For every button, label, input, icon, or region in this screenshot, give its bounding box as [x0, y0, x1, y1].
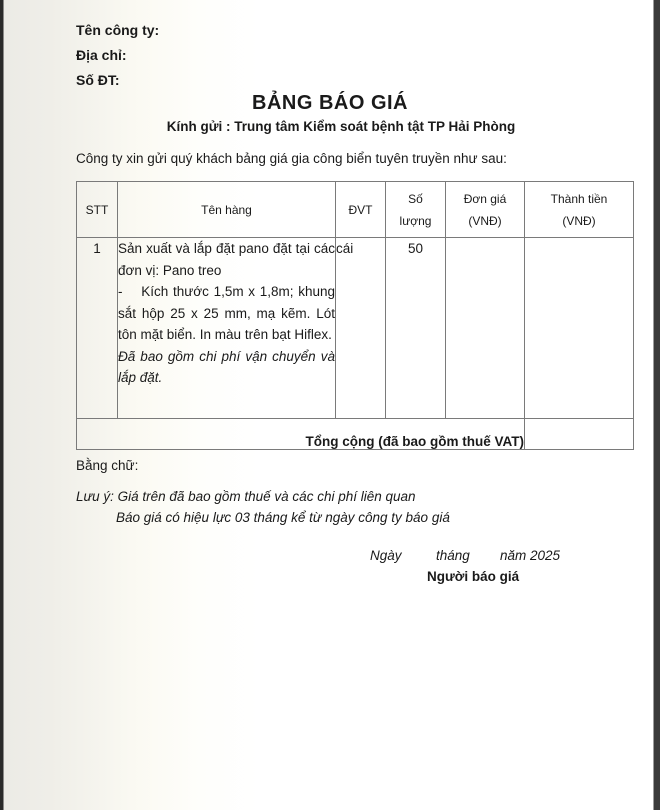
grand-total-label: Tổng cộng (đã bao gồm thuế VAT): [77, 419, 525, 450]
header-qty: [386, 182, 446, 238]
row-total: [525, 238, 634, 419]
date-year: năm 2025: [500, 548, 561, 563]
header-price-line1: Đơn giá: [463, 191, 507, 206]
note-line-1: Lưu ý: Giá trên đã bao gồm thuế và các chi phí liên quan: [76, 489, 416, 504]
row-name-note: Đã bao gồm chi phí vận chuyển và lắp đặt.: [118, 348, 335, 385]
note-line-2: Báo giá có hiệu lực 03 tháng kể từ ngày công ty báo giá: [116, 510, 450, 525]
header-total: [525, 182, 634, 238]
date-line: [370, 548, 560, 563]
row-name: [118, 238, 339, 419]
phone-label: Số ĐT:: [76, 72, 120, 88]
header-name: Tên hàng: [118, 182, 336, 238]
row-name-main: Sản xuất và lắp đặt pano đặt tại các đơn vị: Pano treo: [118, 241, 335, 278]
header-price-line2: (VNĐ): [468, 213, 502, 228]
table-row: [77, 238, 634, 419]
date-month: tháng: [436, 548, 470, 563]
intro-text: Công ty xin gửi quý khách bảng giá gia công biển tuyên truyền như sau:: [76, 151, 507, 166]
header-total-line2: (VNĐ): [562, 213, 596, 228]
header-total-line1: Thành tiền: [550, 191, 608, 206]
company-name-label: Tên công ty:: [76, 22, 160, 38]
amount-in-words-label: Bằng chữ:: [76, 458, 139, 473]
row-stt: 1: [77, 238, 118, 419]
table-header-row: [77, 182, 634, 238]
date-day: Ngày: [370, 548, 402, 563]
row-unit: cái: [336, 238, 386, 419]
header-qty-line1: Số: [408, 191, 423, 206]
document-title: BẢNG BÁO GIÁ: [252, 92, 408, 114]
header-qty-line2: lượng: [399, 213, 432, 228]
quote-table: [76, 181, 634, 450]
row-name-spec: - Kích thước 1,5m x 1,8m; khung sắt hộp 25 x 25 mm, mạ kẽm. Lót tôn mặt biển. In màu trên bạt Hiflex.: [118, 284, 339, 342]
grand-total-row: [77, 419, 634, 450]
header-unit: ĐVT: [336, 182, 386, 238]
header-price: [446, 182, 525, 238]
signer-label: Người báo giá: [427, 569, 520, 584]
row-price: [446, 238, 525, 419]
header-stt: STT: [77, 182, 118, 238]
grand-total-value: [525, 419, 634, 450]
recipient-line: Kính gửi : Trung tâm Kiểm soát bệnh tật TP Hải Phòng: [166, 119, 516, 134]
row-qty: 50: [386, 238, 446, 419]
address-label: Địa chỉ:: [76, 47, 127, 63]
